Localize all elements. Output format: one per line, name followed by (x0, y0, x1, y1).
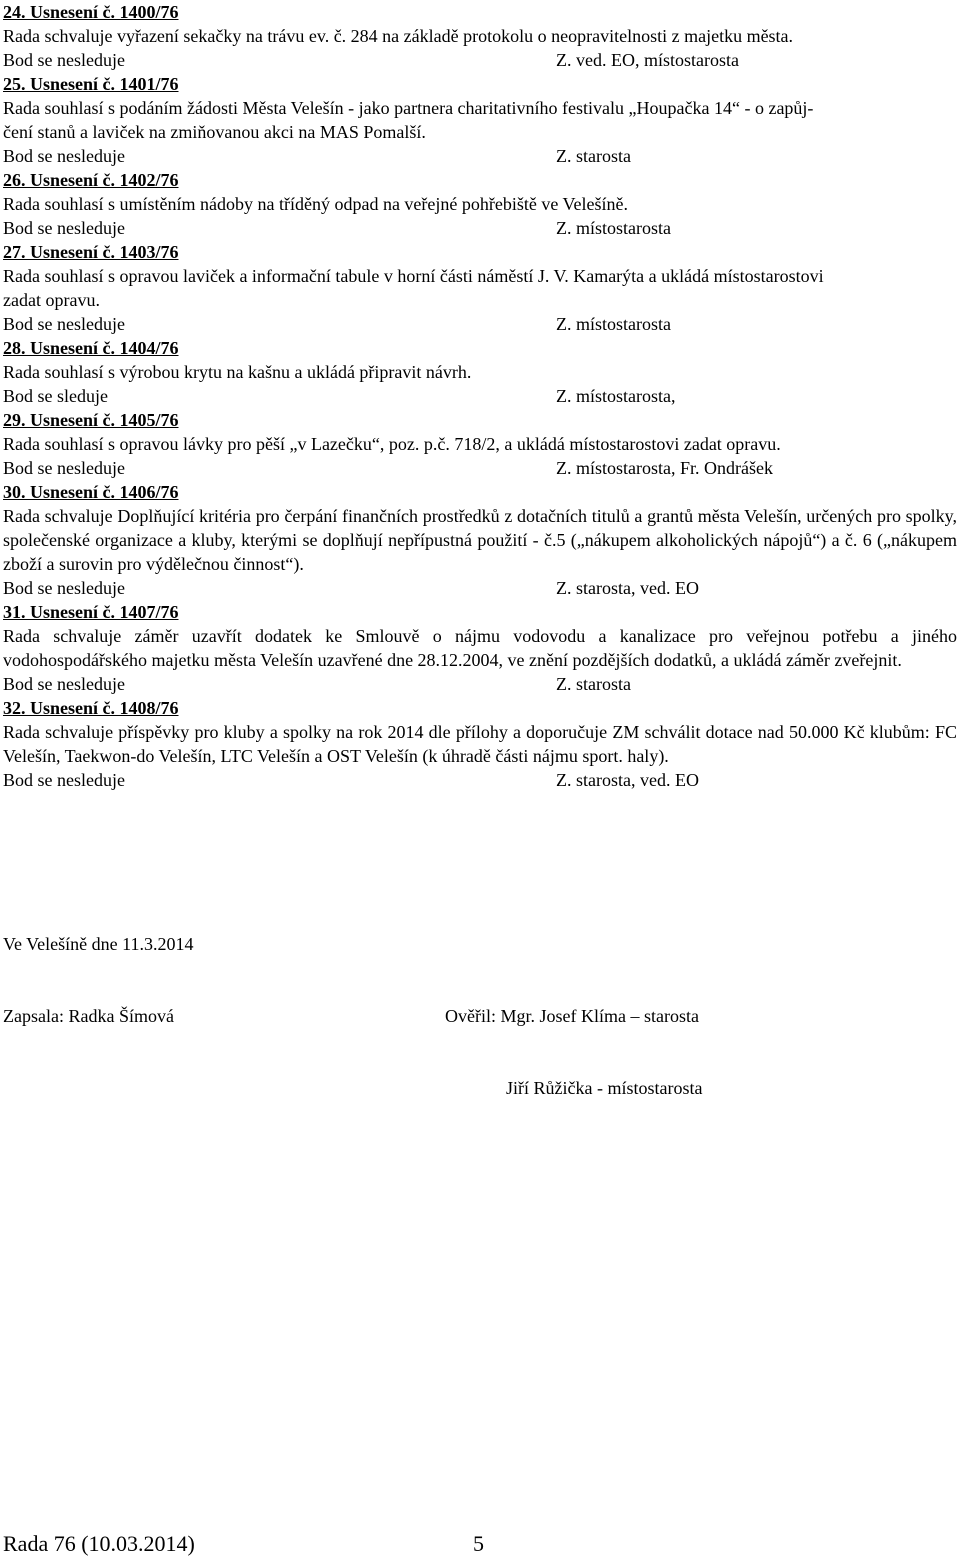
resolution-meta (3, 456, 957, 480)
resolution-text: Rada schvaluje příspěvky pro kluby a spolky na rok 2014 dle přílohy a doporučuje ZM schválit dotace nad 50.000 Kč klubům: FC Velešín, Taekwon-do Velešín, LTC Velešín a OST Velešín (k úhradě části nájmu sport. haly). (3, 722, 957, 766)
tracking-status: Bod se nesleduje (3, 314, 125, 334)
resolution-meta (3, 48, 957, 72)
resolution-heading: 28. Usnesení č. 1404/76 (3, 338, 179, 358)
resolution-item (3, 600, 957, 696)
resolution-item (3, 480, 957, 600)
resolution-text: Rada souhlasí s umístěním nádoby na tříděný odpad na veřejné pohřebiště ve Velešíně. (3, 194, 629, 214)
resolution-heading: 26. Usnesení č. 1402/76 (3, 170, 179, 190)
resolution-text: Rada souhlasí s opravou lávky pro pěší „v Lazečku“, poz. p.č. 718/2, a ukládá místostarostovi zadat opravu. (3, 434, 781, 454)
resolution-item (3, 72, 957, 168)
resolution-text: Rada schvaluje Doplňující kritéria pro čerpání finančních prostředků z dotačních titulů a grantů města Velešín, určených pro spolky, společenské organizace a kluby, kterými se doplňují nepřípustná použití - č.5 („nákupem alkoholických nápojů“) a č. 6 („nákupem zboží a surovin pro výdělečnou činnost“). (3, 506, 957, 574)
resolution-text: čení stanů a laviček na zmiňovanou akci na MAS Pomalší. (3, 122, 426, 142)
resolution-heading: 24. Usnesení č. 1400/76 (3, 2, 179, 22)
responsible-person: Z. starosta (556, 674, 631, 694)
responsible-person: Z. ved. EO, místostarosta (556, 50, 739, 70)
resolution-text: Rada schvaluje vyřazení sekačky na trávu ev. č. 284 na základě protokolu o neopravitelnosti z majetku města. (3, 26, 794, 46)
tracking-status: Bod se nesleduje (3, 218, 125, 238)
tracking-status: Bod se nesleduje (3, 50, 125, 70)
resolution-item (3, 240, 957, 336)
resolution-meta (3, 768, 957, 792)
resolution-text: zadat opravu. (3, 290, 100, 310)
session-label: Rada 76 (10.03.2014) (3, 1531, 195, 1556)
resolution-meta (3, 312, 957, 336)
responsible-person: Z. místostarosta, Fr. Ondrášek (556, 458, 773, 478)
page-number: 5 (473, 1531, 484, 1556)
resolution-item (3, 336, 957, 408)
tracking-status: Bod se nesleduje (3, 770, 125, 790)
responsible-person: Z. místostarosta (556, 218, 671, 238)
resolution-item (3, 408, 957, 480)
tracking-status: Bod se nesleduje (3, 578, 125, 598)
resolution-heading: 30. Usnesení č. 1406/76 (3, 482, 179, 502)
resolution-item (3, 168, 957, 240)
resolution-text: Rada souhlasí s výrobou krytu na kašnu a ukládá připravit návrh. (3, 362, 472, 382)
tracking-status: Bod se nesleduje (3, 458, 125, 478)
responsible-person: Z. starosta (556, 146, 631, 166)
resolution-meta (3, 672, 957, 696)
resolution-meta (3, 216, 957, 240)
resolution-meta (3, 144, 957, 168)
responsible-person: Z. místostarosta, (556, 386, 676, 406)
responsible-person: Z. starosta, ved. EO (556, 578, 699, 598)
recorded-by: Zapsala: Radka Šímová (3, 1006, 174, 1026)
resolution-heading: 32. Usnesení č. 1408/76 (3, 698, 179, 718)
resolution-text: Rada souhlasí s podáním žádosti Města Velešín - jako partnera charitativního festivalu „Houpačka 14“ - o zapůj- (3, 98, 814, 118)
resolution-heading: 27. Usnesení č. 1403/76 (3, 242, 179, 262)
resolution-text: Rada schvaluje záměr uzavřít dodatek ke Smlouvě o nájmu vodovodu a kanalizace pro veřejnou potřebu a jiného vodohospodářského majetku města Velešín uzavřené dne 28.12.2004, ve znění pozdějších dodatků, a ukládá záměr zveřejnit. (3, 626, 957, 670)
verified-by: Ověřil: Mgr. Josef Klíma – starosta (445, 1006, 699, 1026)
resolution-heading: 25. Usnesení č. 1401/76 (3, 74, 179, 94)
resolution-meta (3, 576, 957, 600)
place-and-date: Ve Velešíně dne 11.3.2014 (3, 934, 194, 954)
tracking-status: Bod se nesleduje (3, 146, 125, 166)
resolution-heading: 29. Usnesení č. 1405/76 (3, 410, 179, 430)
resolution-meta (3, 384, 957, 408)
responsible-person: Z. místostarosta (556, 314, 671, 334)
resolutions-list (3, 0, 957, 792)
tracking-status: Bod se nesleduje (3, 674, 125, 694)
page-footer (3, 1531, 484, 1557)
resolution-item (3, 696, 957, 792)
resolution-text: Rada souhlasí s opravou laviček a informační tabule v horní části náměstí J. V. Kamarýta a ukládá místostarostovi (3, 266, 824, 286)
resolution-heading: 31. Usnesení č. 1407/76 (3, 602, 179, 622)
tracking-status: Bod se sleduje (3, 386, 108, 406)
second-verifier: Jiří Růžička - místostarosta (506, 1078, 703, 1098)
resolution-item (3, 0, 957, 72)
responsible-person: Z. starosta, ved. EO (556, 770, 699, 790)
